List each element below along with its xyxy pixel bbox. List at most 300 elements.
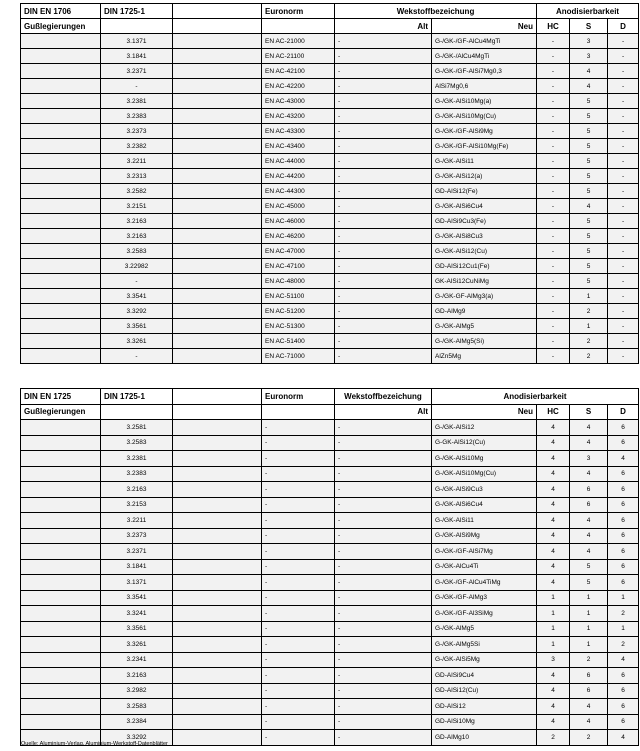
euronorm-cell: -: [262, 652, 335, 668]
alloy-table-en1706: [20, 3, 639, 364]
empty-cell: [173, 699, 262, 715]
euronorm-cell: -: [262, 435, 335, 451]
euronorm-cell: EN AC-46000: [262, 214, 335, 229]
euronorm-cell: EN AC-43300: [262, 124, 335, 139]
hc-cell: 4: [537, 435, 570, 451]
header-empty-cell: [173, 19, 262, 34]
euronorm-cell: -: [262, 590, 335, 606]
din-1725-cell: 3.2151: [101, 199, 173, 214]
alt-designation-cell: -: [335, 528, 432, 544]
alt-designation-cell: -: [335, 64, 432, 79]
neu-designation-cell: GD-AlSi12Cu1(Fe): [432, 259, 537, 274]
neu-designation-cell: GD-AlSi12(Fe): [432, 184, 537, 199]
d-cell: -: [608, 214, 639, 229]
d-cell: -: [608, 244, 639, 259]
neu-designation-cell: G-/GK-/GF-AlSi7Mg: [432, 544, 537, 560]
neu-designation-cell: GD-AlSi9Cu3(Fe): [432, 214, 537, 229]
neu-designation-cell: G-/GK-GF-AlMg3(a): [432, 289, 537, 304]
hc-cell: 4: [537, 513, 570, 529]
header-empty-cell: [101, 404, 173, 420]
col-header-gusslegierungen: Gußlegierungen: [21, 19, 101, 34]
hc-cell: -: [537, 169, 570, 184]
empty-cell: [173, 637, 262, 653]
empty-cell: [173, 304, 262, 319]
header-row-2: [21, 404, 639, 420]
din-1725-cell: 3.2383: [101, 466, 173, 482]
col-header-empty: [173, 389, 262, 405]
table-row: [21, 451, 639, 467]
d-cell: 6: [608, 683, 639, 699]
hc-cell: 4: [537, 482, 570, 498]
din-1725-cell: 3.1371: [101, 34, 173, 49]
col-header-din-1725: DIN 1725-1: [101, 4, 173, 19]
d-cell: 1: [608, 590, 639, 606]
hc-cell: -: [537, 304, 570, 319]
table-row: [21, 637, 639, 653]
col-header-anodisierbarkeit: Anodisierbarkeit: [432, 389, 639, 405]
s-cell: 2: [570, 304, 608, 319]
alt-designation-cell: -: [335, 349, 432, 364]
hc-cell: -: [537, 199, 570, 214]
euronorm-cell: -: [262, 621, 335, 637]
alt-designation-cell: -: [335, 451, 432, 467]
table-row: [21, 544, 639, 560]
s-cell: 5: [570, 575, 608, 591]
empty-cell: [21, 420, 101, 436]
empty-cell: [173, 652, 262, 668]
din-1725-cell: 3.3561: [101, 319, 173, 334]
col-header-din-en: DIN EN 1706: [21, 4, 101, 19]
s-cell: 1: [570, 319, 608, 334]
euronorm-cell: EN AC-44200: [262, 169, 335, 184]
neu-designation-cell: G-/GK-/AlCu4MgTi: [432, 49, 537, 64]
alt-designation-cell: -: [335, 319, 432, 334]
din-1725-cell: 3.2381: [101, 451, 173, 467]
table-row: [21, 259, 639, 274]
euronorm-cell: EN AC-48000: [262, 274, 335, 289]
euronorm-cell: -: [262, 528, 335, 544]
empty-cell: [173, 49, 262, 64]
din-1725-cell: 3.3541: [101, 590, 173, 606]
col-header-hc: HC: [537, 404, 570, 420]
din-1725-cell: 3.2163: [101, 214, 173, 229]
din-1725-cell: 3.2341: [101, 652, 173, 668]
table-row: [21, 49, 639, 64]
euronorm-cell: EN AC-21000: [262, 34, 335, 49]
hc-cell: 1: [537, 637, 570, 653]
alt-designation-cell: -: [335, 621, 432, 637]
d-cell: 6: [608, 699, 639, 715]
empty-cell: [173, 451, 262, 467]
empty-cell: [173, 139, 262, 154]
hc-cell: -: [537, 49, 570, 64]
neu-designation-cell: GD-AlSi10Mg: [432, 714, 537, 730]
header-row-1: [21, 389, 639, 405]
s-cell: 6: [570, 497, 608, 513]
s-cell: 4: [570, 64, 608, 79]
d-cell: -: [608, 319, 639, 334]
col-header-werkstoff: Wekstoffbezeichung: [335, 4, 537, 19]
euronorm-cell: EN AC-51100: [262, 289, 335, 304]
empty-cell: [21, 482, 101, 498]
neu-designation-cell: GK-AlSi12CuNiMg: [432, 274, 537, 289]
col-header-gusslegierungen: Gußlegierungen: [21, 404, 101, 420]
alt-designation-cell: -: [335, 513, 432, 529]
neu-designation-cell: G-/GK-/GF-AlSi7Mg0,3: [432, 64, 537, 79]
col-header-empty: [173, 4, 262, 19]
hc-cell: -: [537, 154, 570, 169]
col-header-alt: Alt: [335, 404, 432, 420]
din-1725-cell: 3.2153: [101, 497, 173, 513]
neu-designation-cell: G-/GK-AlSi12: [432, 420, 537, 436]
neu-designation-cell: G-/GK-AlSi9Cu3: [432, 482, 537, 498]
empty-cell: [21, 544, 101, 560]
s-cell: 5: [570, 274, 608, 289]
neu-designation-cell: G-/GK-/GF-AlMg3: [432, 590, 537, 606]
d-cell: 6: [608, 466, 639, 482]
s-cell: 5: [570, 244, 608, 259]
hc-cell: 4: [537, 451, 570, 467]
hc-cell: 4: [537, 699, 570, 715]
s-cell: 4: [570, 199, 608, 214]
alt-designation-cell: -: [335, 274, 432, 289]
din-1725-cell: 3.1371: [101, 575, 173, 591]
empty-cell: [173, 169, 262, 184]
empty-cell: [21, 199, 101, 214]
d-cell: 2: [608, 637, 639, 653]
euronorm-cell: EN AC-51200: [262, 304, 335, 319]
d-cell: -: [608, 304, 639, 319]
d-cell: -: [608, 349, 639, 364]
empty-cell: [173, 229, 262, 244]
hc-cell: 1: [537, 590, 570, 606]
table-row: [21, 590, 639, 606]
d-cell: 6: [608, 559, 639, 575]
euronorm-cell: -: [262, 559, 335, 575]
hc-cell: 4: [537, 497, 570, 513]
hc-cell: -: [537, 349, 570, 364]
din-1725-cell: 3.3561: [101, 621, 173, 637]
din-1725-cell: 3.2583: [101, 244, 173, 259]
alt-designation-cell: -: [335, 49, 432, 64]
neu-designation-cell: GD-AlMg9: [432, 304, 537, 319]
empty-cell: [173, 244, 262, 259]
empty-cell: [173, 319, 262, 334]
din-1725-cell: 3.2163: [101, 482, 173, 498]
euronorm-cell: -: [262, 637, 335, 653]
hc-cell: -: [537, 184, 570, 199]
empty-cell: [21, 699, 101, 715]
table-row: [21, 513, 639, 529]
alt-designation-cell: -: [335, 637, 432, 653]
empty-cell: [173, 575, 262, 591]
neu-designation-cell: G-/GK-AlMg5(Si): [432, 334, 537, 349]
empty-cell: [173, 606, 262, 622]
table-row: [21, 229, 639, 244]
col-header-neu: Neu: [432, 404, 537, 420]
table-row: [21, 482, 639, 498]
hc-cell: -: [537, 124, 570, 139]
col-header-euronorm: Euronorm: [262, 4, 335, 19]
s-cell: 6: [570, 482, 608, 498]
alt-designation-cell: -: [335, 94, 432, 109]
header-empty-cell: [262, 19, 335, 34]
alt-designation-cell: -: [335, 229, 432, 244]
alt-designation-cell: -: [335, 259, 432, 274]
empty-cell: [173, 544, 262, 560]
table-row: [21, 274, 639, 289]
din-1725-cell: 3.2384: [101, 714, 173, 730]
d-cell: 6: [608, 482, 639, 498]
din-1725-cell: 3.2373: [101, 528, 173, 544]
alt-designation-cell: -: [335, 575, 432, 591]
empty-cell: [173, 109, 262, 124]
d-cell: -: [608, 124, 639, 139]
d-cell: -: [608, 49, 639, 64]
empty-cell: [173, 274, 262, 289]
empty-cell: [21, 528, 101, 544]
col-header-werkstoff: Wekstoffbezeichung: [335, 389, 432, 405]
hc-cell: -: [537, 334, 570, 349]
empty-cell: [173, 559, 262, 575]
alt-designation-cell: -: [335, 289, 432, 304]
source-note: Quelle: Aluminium-Verlag, Aluminium-Werkstoff-Datenblätter: [21, 741, 168, 747]
table-row: [21, 559, 639, 575]
empty-cell: [173, 730, 262, 746]
hc-cell: -: [537, 229, 570, 244]
euronorm-cell: EN AC-51300: [262, 319, 335, 334]
table-row: [21, 199, 639, 214]
din-1725-cell: 3.2373: [101, 124, 173, 139]
hc-cell: 4: [537, 559, 570, 575]
empty-cell: [173, 482, 262, 498]
s-cell: 6: [570, 683, 608, 699]
table-row: [21, 64, 639, 79]
col-header-din-1725: DIN 1725-1: [101, 389, 173, 405]
d-cell: -: [608, 64, 639, 79]
euronorm-cell: EN AC-46200: [262, 229, 335, 244]
empty-cell: [21, 637, 101, 653]
alloy-table-en1725: [20, 388, 639, 746]
hc-cell: -: [537, 289, 570, 304]
empty-cell: [21, 590, 101, 606]
empty-cell: [173, 154, 262, 169]
din-1725-cell: 3.22982: [101, 259, 173, 274]
din-1725-cell: 3.2211: [101, 513, 173, 529]
neu-designation-cell: G-/GK-AlCu4Ti: [432, 559, 537, 575]
d-cell: -: [608, 34, 639, 49]
empty-cell: [21, 169, 101, 184]
header-row-1: [21, 4, 639, 19]
empty-cell: [21, 513, 101, 529]
empty-cell: [21, 435, 101, 451]
neu-designation-cell: GD-AlMg10: [432, 730, 537, 746]
euronorm-cell: -: [262, 451, 335, 467]
s-cell: 5: [570, 94, 608, 109]
neu-designation-cell: G-/GK-AlSi5Mg: [432, 652, 537, 668]
table-row: [21, 668, 639, 684]
euronorm-cell: EN AC-21100: [262, 49, 335, 64]
d-cell: 6: [608, 668, 639, 684]
d-cell: 6: [608, 528, 639, 544]
din-1725-cell: -: [101, 274, 173, 289]
d-cell: -: [608, 79, 639, 94]
euronorm-cell: -: [262, 606, 335, 622]
empty-cell: [21, 319, 101, 334]
empty-cell: [173, 184, 262, 199]
hc-cell: -: [537, 34, 570, 49]
neu-designation-cell: G-/GK-AlSi10Mg(Cu): [432, 466, 537, 482]
empty-cell: [173, 513, 262, 529]
hc-cell: 4: [537, 528, 570, 544]
table-row: [21, 683, 639, 699]
empty-cell: [21, 109, 101, 124]
din-1725-cell: 3.2371: [101, 544, 173, 560]
empty-cell: [173, 94, 262, 109]
col-header-d: D: [608, 404, 639, 420]
header-empty-cell: [101, 19, 173, 34]
alt-designation-cell: -: [335, 497, 432, 513]
empty-cell: [21, 668, 101, 684]
din-1725-cell: 3.3241: [101, 606, 173, 622]
neu-designation-cell: G-GK-AlSi12(Cu): [432, 435, 537, 451]
empty-cell: [21, 94, 101, 109]
col-header-anodisierbarkeit: Anodisierbarkeit: [537, 4, 639, 19]
empty-cell: [21, 79, 101, 94]
table-row: [21, 34, 639, 49]
neu-designation-cell: G-/GK-/GF-AlCu4MgTi: [432, 34, 537, 49]
d-cell: 6: [608, 497, 639, 513]
d-cell: -: [608, 259, 639, 274]
euronorm-cell: EN AC-71000: [262, 349, 335, 364]
alt-designation-cell: -: [335, 544, 432, 560]
neu-designation-cell: AlZn5Mg: [432, 349, 537, 364]
euronorm-cell: -: [262, 513, 335, 529]
empty-cell: [21, 304, 101, 319]
alt-designation-cell: -: [335, 435, 432, 451]
euronorm-cell: EN AC-42200: [262, 79, 335, 94]
empty-cell: [173, 124, 262, 139]
alt-designation-cell: -: [335, 466, 432, 482]
alt-designation-cell: -: [335, 606, 432, 622]
neu-designation-cell: G-/GK-AlMg5: [432, 319, 537, 334]
empty-cell: [173, 34, 262, 49]
s-cell: 1: [570, 289, 608, 304]
s-cell: 2: [570, 652, 608, 668]
hc-cell: 4: [537, 683, 570, 699]
col-header-alt: Alt: [335, 19, 432, 34]
s-cell: 4: [570, 544, 608, 560]
col-header-euronorm: Euronorm: [262, 389, 335, 405]
col-header-din-en: DIN EN 1725: [21, 389, 101, 405]
d-cell: 1: [608, 621, 639, 637]
table-row: [21, 621, 639, 637]
header-row-2: [21, 19, 639, 34]
alt-designation-cell: -: [335, 184, 432, 199]
din-1725-cell: 3.2583: [101, 699, 173, 715]
din-1725-cell: -: [101, 79, 173, 94]
alt-designation-cell: -: [335, 199, 432, 214]
s-cell: 4: [570, 435, 608, 451]
neu-designation-cell: G-/GK-AlSi8Cu3: [432, 229, 537, 244]
hc-cell: -: [537, 244, 570, 259]
hc-cell: 4: [537, 420, 570, 436]
table-row: [21, 214, 639, 229]
empty-cell: [173, 435, 262, 451]
din-1725-cell: 3.2581: [101, 420, 173, 436]
empty-cell: [173, 714, 262, 730]
table-row: [21, 304, 639, 319]
empty-cell: [21, 49, 101, 64]
table-row: [21, 289, 639, 304]
s-cell: 5: [570, 109, 608, 124]
euronorm-cell: -: [262, 683, 335, 699]
neu-designation-cell: AlSi7Mg0,6: [432, 79, 537, 94]
empty-cell: [21, 466, 101, 482]
d-cell: -: [608, 274, 639, 289]
d-cell: 6: [608, 513, 639, 529]
din-1725-cell: -: [101, 349, 173, 364]
table-row: [21, 699, 639, 715]
empty-cell: [21, 34, 101, 49]
empty-cell: [21, 621, 101, 637]
table-row: [21, 139, 639, 154]
alt-designation-cell: -: [335, 482, 432, 498]
hc-cell: 4: [537, 466, 570, 482]
empty-cell: [21, 214, 101, 229]
s-cell: 4: [570, 513, 608, 529]
empty-cell: [173, 289, 262, 304]
neu-designation-cell: G-/GK-AlSi6Cu4: [432, 497, 537, 513]
s-cell: 4: [570, 420, 608, 436]
hc-cell: 4: [537, 575, 570, 591]
neu-designation-cell: G-/GK-AlSi6Cu4: [432, 199, 537, 214]
din-1725-cell: 3.2371: [101, 64, 173, 79]
euronorm-cell: EN AC-45000: [262, 199, 335, 214]
hc-cell: -: [537, 274, 570, 289]
s-cell: 1: [570, 637, 608, 653]
alt-designation-cell: -: [335, 169, 432, 184]
header-empty-cell: [173, 404, 262, 420]
empty-cell: [173, 64, 262, 79]
table-row: [21, 169, 639, 184]
s-cell: 6: [570, 668, 608, 684]
euronorm-cell: EN AC-51400: [262, 334, 335, 349]
alt-designation-cell: -: [335, 730, 432, 746]
euronorm-cell: -: [262, 497, 335, 513]
table-row: [21, 79, 639, 94]
header-empty-cell: [262, 404, 335, 420]
table-row: [21, 244, 639, 259]
table-body: [21, 34, 639, 364]
euronorm-cell: EN AC-42100: [262, 64, 335, 79]
d-cell: -: [608, 229, 639, 244]
d-cell: 6: [608, 435, 639, 451]
col-header-d: D: [608, 19, 639, 34]
alt-designation-cell: -: [335, 214, 432, 229]
alt-designation-cell: -: [335, 699, 432, 715]
din-1725-cell: 3.3292: [101, 304, 173, 319]
din-1725-cell: 3.2383: [101, 109, 173, 124]
s-cell: 5: [570, 169, 608, 184]
hc-cell: -: [537, 214, 570, 229]
empty-cell: [21, 606, 101, 622]
s-cell: 1: [570, 590, 608, 606]
alt-designation-cell: -: [335, 304, 432, 319]
neu-designation-cell: GD-AlSi12(Cu): [432, 683, 537, 699]
euronorm-cell: EN AC-47000: [262, 244, 335, 259]
alt-designation-cell: -: [335, 420, 432, 436]
